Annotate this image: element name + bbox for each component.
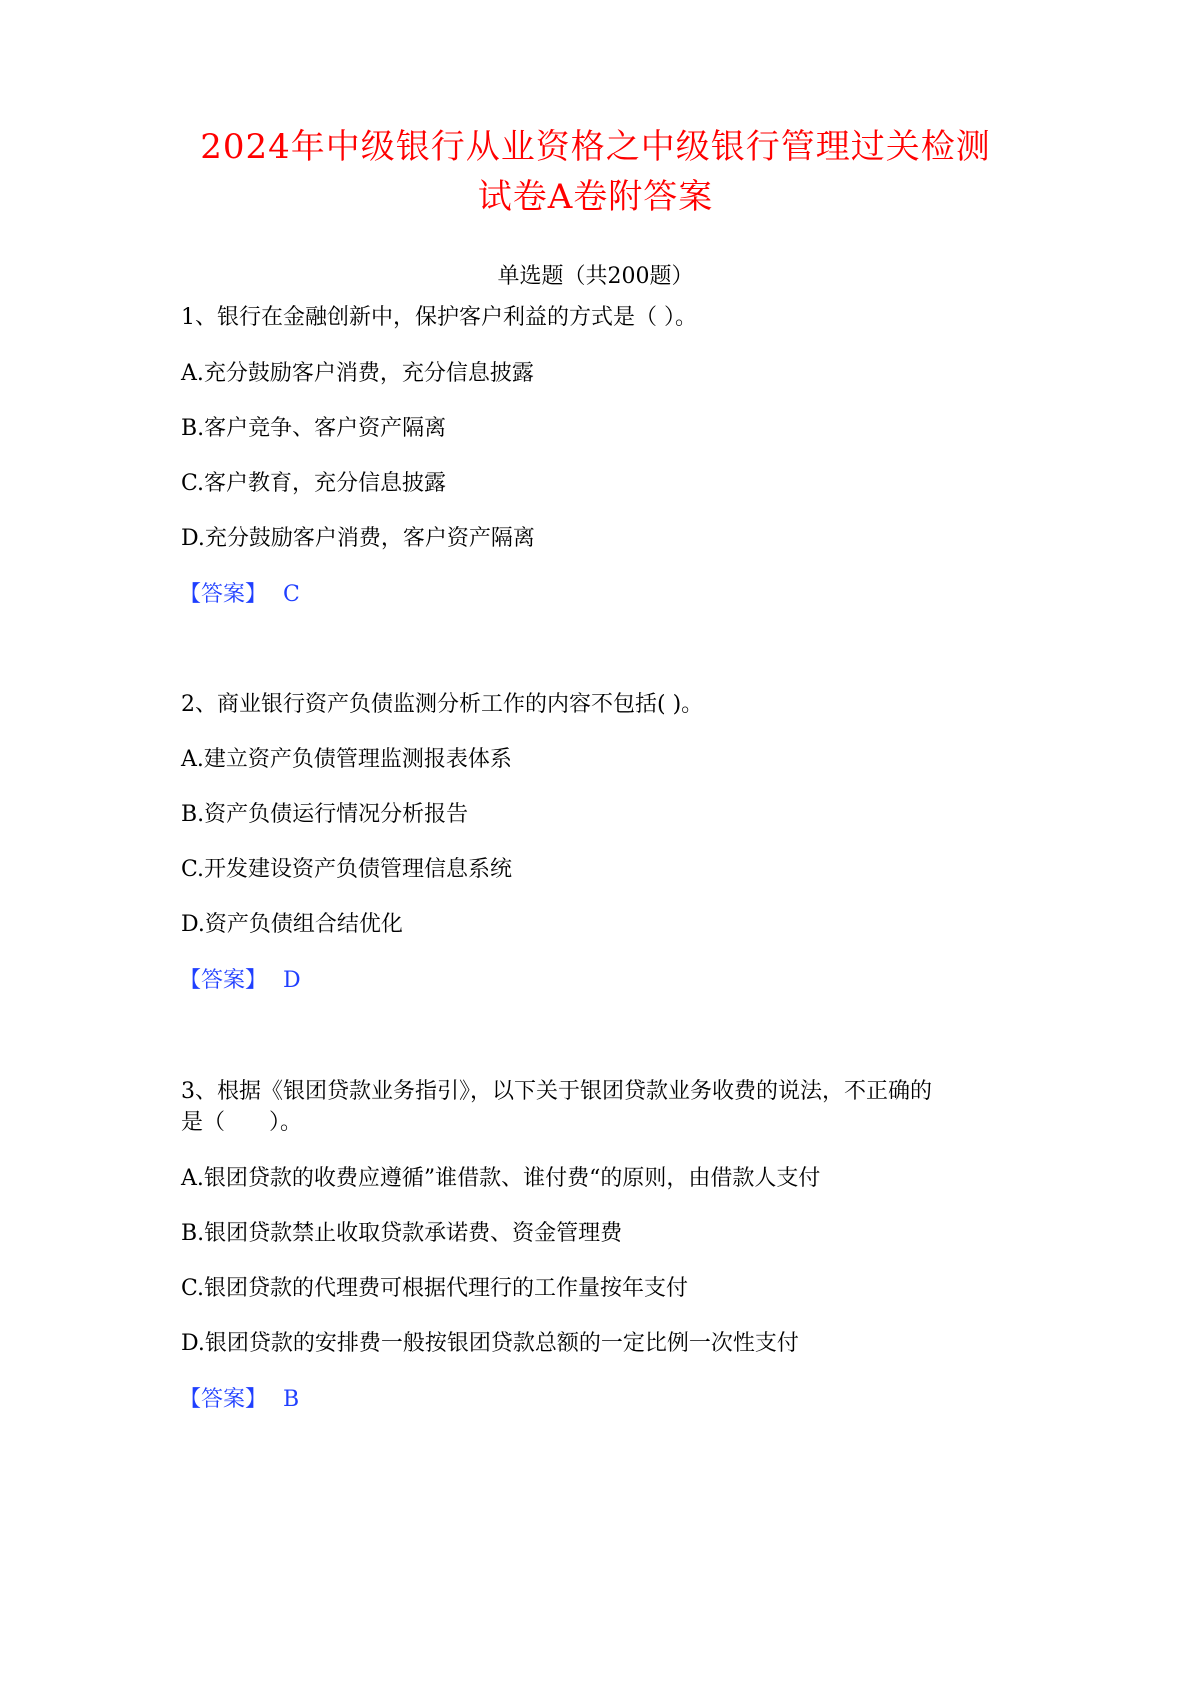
- title-line-2: 试卷A卷附答案: [477, 177, 714, 217]
- question-3-option-c: C.银团贷款的代理费可根据代理行的工作量按年支付: [181, 1276, 689, 1301]
- question-1-option-c: C.客户教育，充分信息披露: [181, 471, 447, 496]
- question-3-answer: [179, 1385, 299, 1415]
- question-1-option-a: A.充分鼓励客户消费，充分信息披露: [181, 361, 534, 386]
- question-3-stem-line-1: 3、根据《银团贷款业务指引》，以下关于银团贷款业务收费的说法，不正确的: [181, 1079, 932, 1104]
- answer-value: B: [283, 1387, 300, 1412]
- answer-value: D: [283, 968, 301, 993]
- question-1-answer: [179, 580, 300, 610]
- question-3-option-a: A.银团贷款的收费应遵循”谁借款、谁付费“的原则，由借款人支付: [181, 1166, 821, 1191]
- question-2-option-b: B.资产负债运行情况分析报告: [181, 802, 469, 827]
- question-1-stem: 1、银行在金融创新中，保护客户利益的方式是（ ）。: [181, 305, 697, 330]
- question-2-option-a: A.建立资产负债管理监测报表体系: [181, 747, 512, 772]
- section-heading: 单选题（共200题）: [497, 264, 694, 289]
- question-3-option-d: D.银团贷款的安排费一般按银团贷款总额的一定比例一次性支付: [181, 1331, 799, 1356]
- question-2-answer: [179, 966, 301, 996]
- question-1-option-b: B.客户竞争、客户资产隔离: [181, 416, 447, 441]
- answer-label: 【答案】: [179, 1387, 268, 1412]
- answer-label: 【答案】: [179, 968, 268, 993]
- question-3-stem-line-2: 是（ ）。: [181, 1110, 303, 1135]
- question-1-option-d: D.充分鼓励客户消费，客户资产隔离: [181, 526, 535, 551]
- answer-label: 【答案】: [179, 582, 268, 607]
- answer-value: C: [283, 582, 300, 607]
- question-2-option-d: D.资产负债组合结优化: [181, 912, 403, 937]
- question-2-stem: 2、商业银行资产负债监测分析工作的内容不包括( )。: [181, 692, 704, 717]
- document-title: [150, 122, 1041, 222]
- title-line-1: 2024年中级银行从业资格之中级银行管理过关检测: [200, 127, 991, 167]
- question-3-option-b: B.银团贷款禁止收取贷款承诺费、资金管理费: [181, 1221, 623, 1246]
- question-2-option-c: C.开发建设资产负债管理信息系统: [181, 857, 513, 882]
